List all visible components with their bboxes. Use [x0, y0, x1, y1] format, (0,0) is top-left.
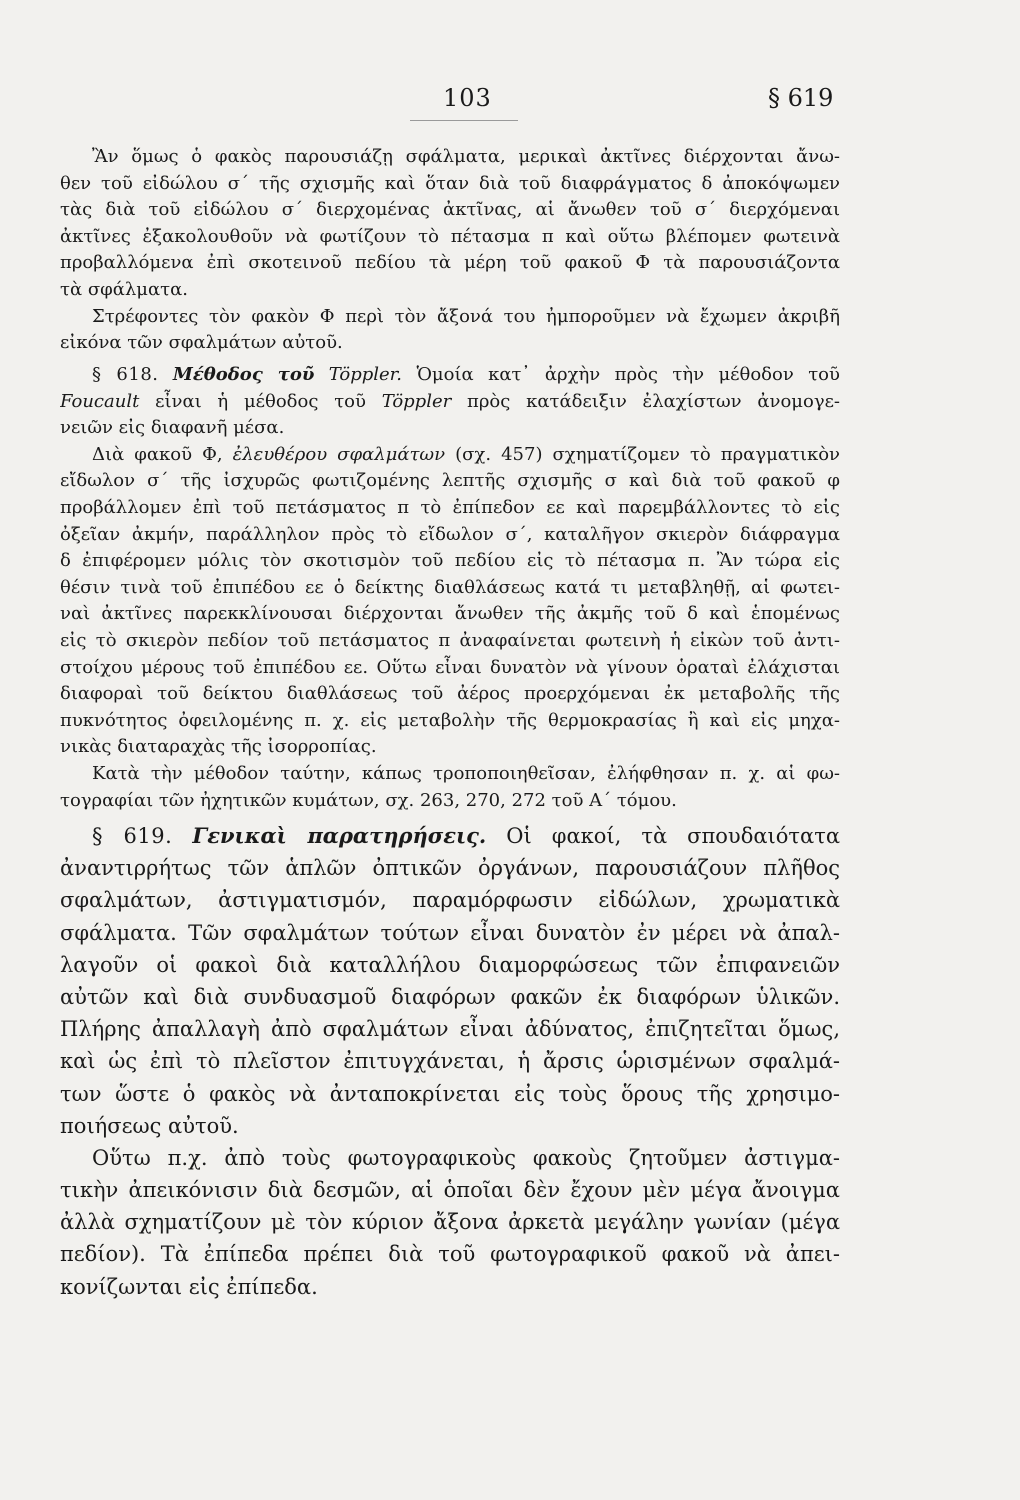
text-line: σφάλματα. Τῶν σφαλμάτων τούτων εἶναι δυνατὸν ἐν μέρει νὰ ἀπαλ-	[60, 920, 840, 945]
inline-text: εἶναι ἡ μέθοδος τοῦ	[155, 390, 366, 412]
text-line: Κατὰ τὴν μέθοδον ταύτην, κάπως τροποποιηθεῖσαν, ἐλήφθησαν π. χ. αἱ φω-	[92, 762, 840, 784]
text-line: αὐτῶν καὶ διὰ συνδυασμοῦ διαφόρων φακῶν ἐκ διαφόρων ὑλικῶν.	[60, 984, 840, 1009]
text-line: εἰκόνα τῶν σφαλμάτων αὐτοῦ.	[60, 332, 343, 354]
inline-text: (σχ. 457) σχηματίζομεν τὸ πραγματικὸν	[455, 443, 840, 465]
paragraph	[60, 362, 840, 442]
person-name: Töppler	[381, 390, 452, 412]
text-line: σφαλμάτων, ἀστιγματισμόν, παραμόρφωσιν εἰδώλων, χρωματικὰ	[60, 888, 840, 913]
text-line: προβάλλομεν ἐπὶ τοῦ πετάσματος π τὸ ἐπίπεδον εε καὶ παρεμβάλλοντες τὸ εἰς	[60, 496, 840, 518]
inline-text: πρὸς κατάδειξιν ἐλαχίστων ἀνομογε-	[467, 390, 840, 412]
text-line: των ὥστε ὁ φακὸς νὰ ἀνταποκρίνεται εἰς τοὺς ὅρους τῆς χρησιμο-	[60, 1081, 840, 1106]
text-line: θέσιν τινὰ τοῦ ἐπιπέδου εε ὁ δείκτης διαθλάσεως κατά τι μεταβληθῇ, αἱ φωτει-	[60, 576, 840, 598]
text-line: θεν τοῦ εἰδώλου σ΄ τῆς σχισμῆς καὶ ὅταν διὰ τοῦ διαφράγματος δ ἀποκόψωμεν	[60, 172, 840, 194]
text-line: πυκνότητος ὀφειλομένης π. χ. εἰς μεταβολὴν τῆς θερμοκρασίας ἢ καὶ εἰς μηχα-	[60, 709, 840, 731]
section-title: Γενικαὶ παρατηρήσεις.	[192, 823, 487, 848]
text-line: ναὶ ἀκτῖνες παρεκκλίνουσαι διέρχονται ἄνωθεν τῆς ἀκμῆς τοῦ δ καὶ ἑπομένως	[60, 603, 840, 625]
section-number: § 618.	[92, 364, 159, 385]
text-line: ὀξεῖαν ἀκμήν, παράλληλον πρὸς τὸ εἴδωλον σ΄, καταλῆγον σκιερὸν διάφραγμα	[60, 523, 840, 545]
section-title: Μέθοδος τοῦ	[172, 364, 315, 385]
text-line: νειῶν εἰς διαφανῆ μέσα.	[60, 417, 285, 439]
person-name: Foucault	[60, 390, 140, 412]
text-line	[60, 362, 840, 389]
text-line: δ ἐπιφέρομεν μόλις τὸν σκοτισμὸν τοῦ πεδίου εἰς τὸ πέτασμα π. Ἂν τώρα εἰς	[60, 550, 840, 572]
text-line	[60, 820, 840, 852]
text-line: τὰς διὰ τοῦ εἰδώλου σ΄ διερχομένας ἀκτῖνας, αἱ ἄνωθεν τοῦ σ΄ διερχόμεναι	[60, 199, 840, 221]
person-name: Töppler.	[328, 364, 403, 385]
small-print-block	[60, 144, 840, 357]
page-header	[0, 84, 1020, 118]
text-line: Στρέφοντες τὸν φακὸν Φ περὶ τὸν ἄξονά του ἠμποροῦμεν νὰ ἔχωμεν ἀκριβῆ	[92, 305, 840, 327]
text-line	[60, 442, 840, 469]
text-line: προβαλλόμενα ἐπὶ σκοτεινοῦ πεδίου τὰ μέρη τοῦ φακοῦ Φ τὰ παρουσιάζοντα	[60, 252, 840, 274]
paragraph	[60, 442, 840, 761]
text-line: τογραφίαι τῶν ἠχητικῶν κυμάτων, σχ. 263, 270, 272 τοῦ Α΄ τόμου.	[60, 789, 677, 811]
section-619	[60, 820, 840, 1303]
inline-text: Ὁμοία κατ᾽ ἀρχὴν πρὸς τὴν μέθοδον τοῦ	[416, 364, 840, 385]
text-line: ποιήσεως αὐτοῦ.	[60, 1113, 239, 1138]
text-line: Ἂν ὅμως ὁ φακὸς παρουσιάζῃ σφάλματα, μερικαὶ ἀκτῖνες διέρχονται ἄνω-	[92, 146, 840, 167]
text-line: πεδίον). Τὰ ἐπίπεδα πρέπει διὰ τοῦ φωτογραφικοῦ φακοῦ νὰ ἀπει-	[60, 1242, 840, 1267]
paragraph	[60, 820, 840, 1142]
text-line: ἀναντιρρήτως τῶν ἁπλῶν ὀπτικῶν ὀργάνων, παρουσιάζουν πλῆθος	[60, 856, 840, 881]
text-line: τὰ σφάλματα.	[60, 278, 188, 300]
text-line: Πλήρης ἀπαλλαγὴ ἀπὸ σφαλμάτων εἶναι ἀδύνατος, ἐπιζητεῖται ὅμως,	[60, 1017, 840, 1042]
text-line: νικὰς διαταραχὰς τῆς ἰσορροπίας.	[60, 736, 377, 758]
text-line: εἰς τὸ σκιερὸν πεδίον τοῦ πετάσματος π ἀναφαίνεται φωτεινὴ ἡ εἰκὼν τοῦ ἀντι-	[60, 629, 840, 651]
text-line: ἀκτῖνες ἐξακολουθοῦν νὰ φωτίζουν τὸ πέτασμα π καὶ οὕτω βλέπομεν φωτεινὰ	[60, 225, 840, 247]
text-line: εἴδωλον σ΄ τῆς ἰσχυρῶς φωτιζομένης λεπτῆς σχισμῆς σ καὶ διὰ τοῦ φακοῦ φ	[60, 470, 840, 492]
paragraph	[60, 761, 840, 814]
text-line: διαφοραὶ τοῦ δείκτου διαθλάσεως τοῦ ἀέρος προερχόμεναι ἐκ μεταβολῆς τῆς	[60, 683, 840, 705]
paragraph	[60, 304, 840, 357]
paragraph	[60, 144, 840, 304]
text-line: καὶ ὡς ἐπὶ τὸ πλεῖστον ἐπιτυγχάνεται, ἡ ἄρσις ὡρισμένων σφαλμά-	[60, 1049, 840, 1074]
text-line: τικὴν ἀπεικόνισιν διὰ δεσμῶν, αἱ ὁποῖαι δὲν ἔχουν μὲν μέγα ἄνοιγμα	[60, 1178, 840, 1203]
inline-text: Διὰ φακοῦ Φ,	[92, 443, 223, 465]
text-line: Οὕτω π.χ. ἀπὸ τοὺς φωτογραφικοὺς φακοὺς ζητοῦμεν ἀστιγμα-	[92, 1145, 840, 1170]
section-number: § 619.	[92, 824, 173, 848]
emphasis: ἐλευθέρου σφαλμάτων	[232, 443, 446, 465]
section-618	[60, 362, 840, 814]
paragraph	[60, 1142, 840, 1303]
text-line: ἀλλὰ σχηματίζουν μὲ τὸν κύριον ἄξονα ἀρκετὰ μεγάλην γωνίαν (μέγα	[60, 1210, 840, 1235]
text-line	[60, 389, 840, 416]
text-line: κονίζωνται εἰς ἐπίπεδα.	[60, 1274, 318, 1299]
text-line: λαγοῦν οἱ φακοὶ διὰ καταλλήλου διαμορφώσεως τῶν ἐπιφανειῶν	[60, 952, 840, 977]
inline-text: Οἱ φακοί, τὰ σπουδαιότατα	[506, 824, 840, 848]
page-number-rule	[410, 120, 518, 121]
running-section-ref: § 619	[768, 84, 834, 112]
text-line: στοίχου μέρους τοῦ ἐπιπέδου εε. Οὕτω εἶναι δυνατὸν νὰ γίνουν ὁραταὶ ἐλάχισται	[60, 656, 840, 678]
page-number: 103	[443, 84, 492, 112]
